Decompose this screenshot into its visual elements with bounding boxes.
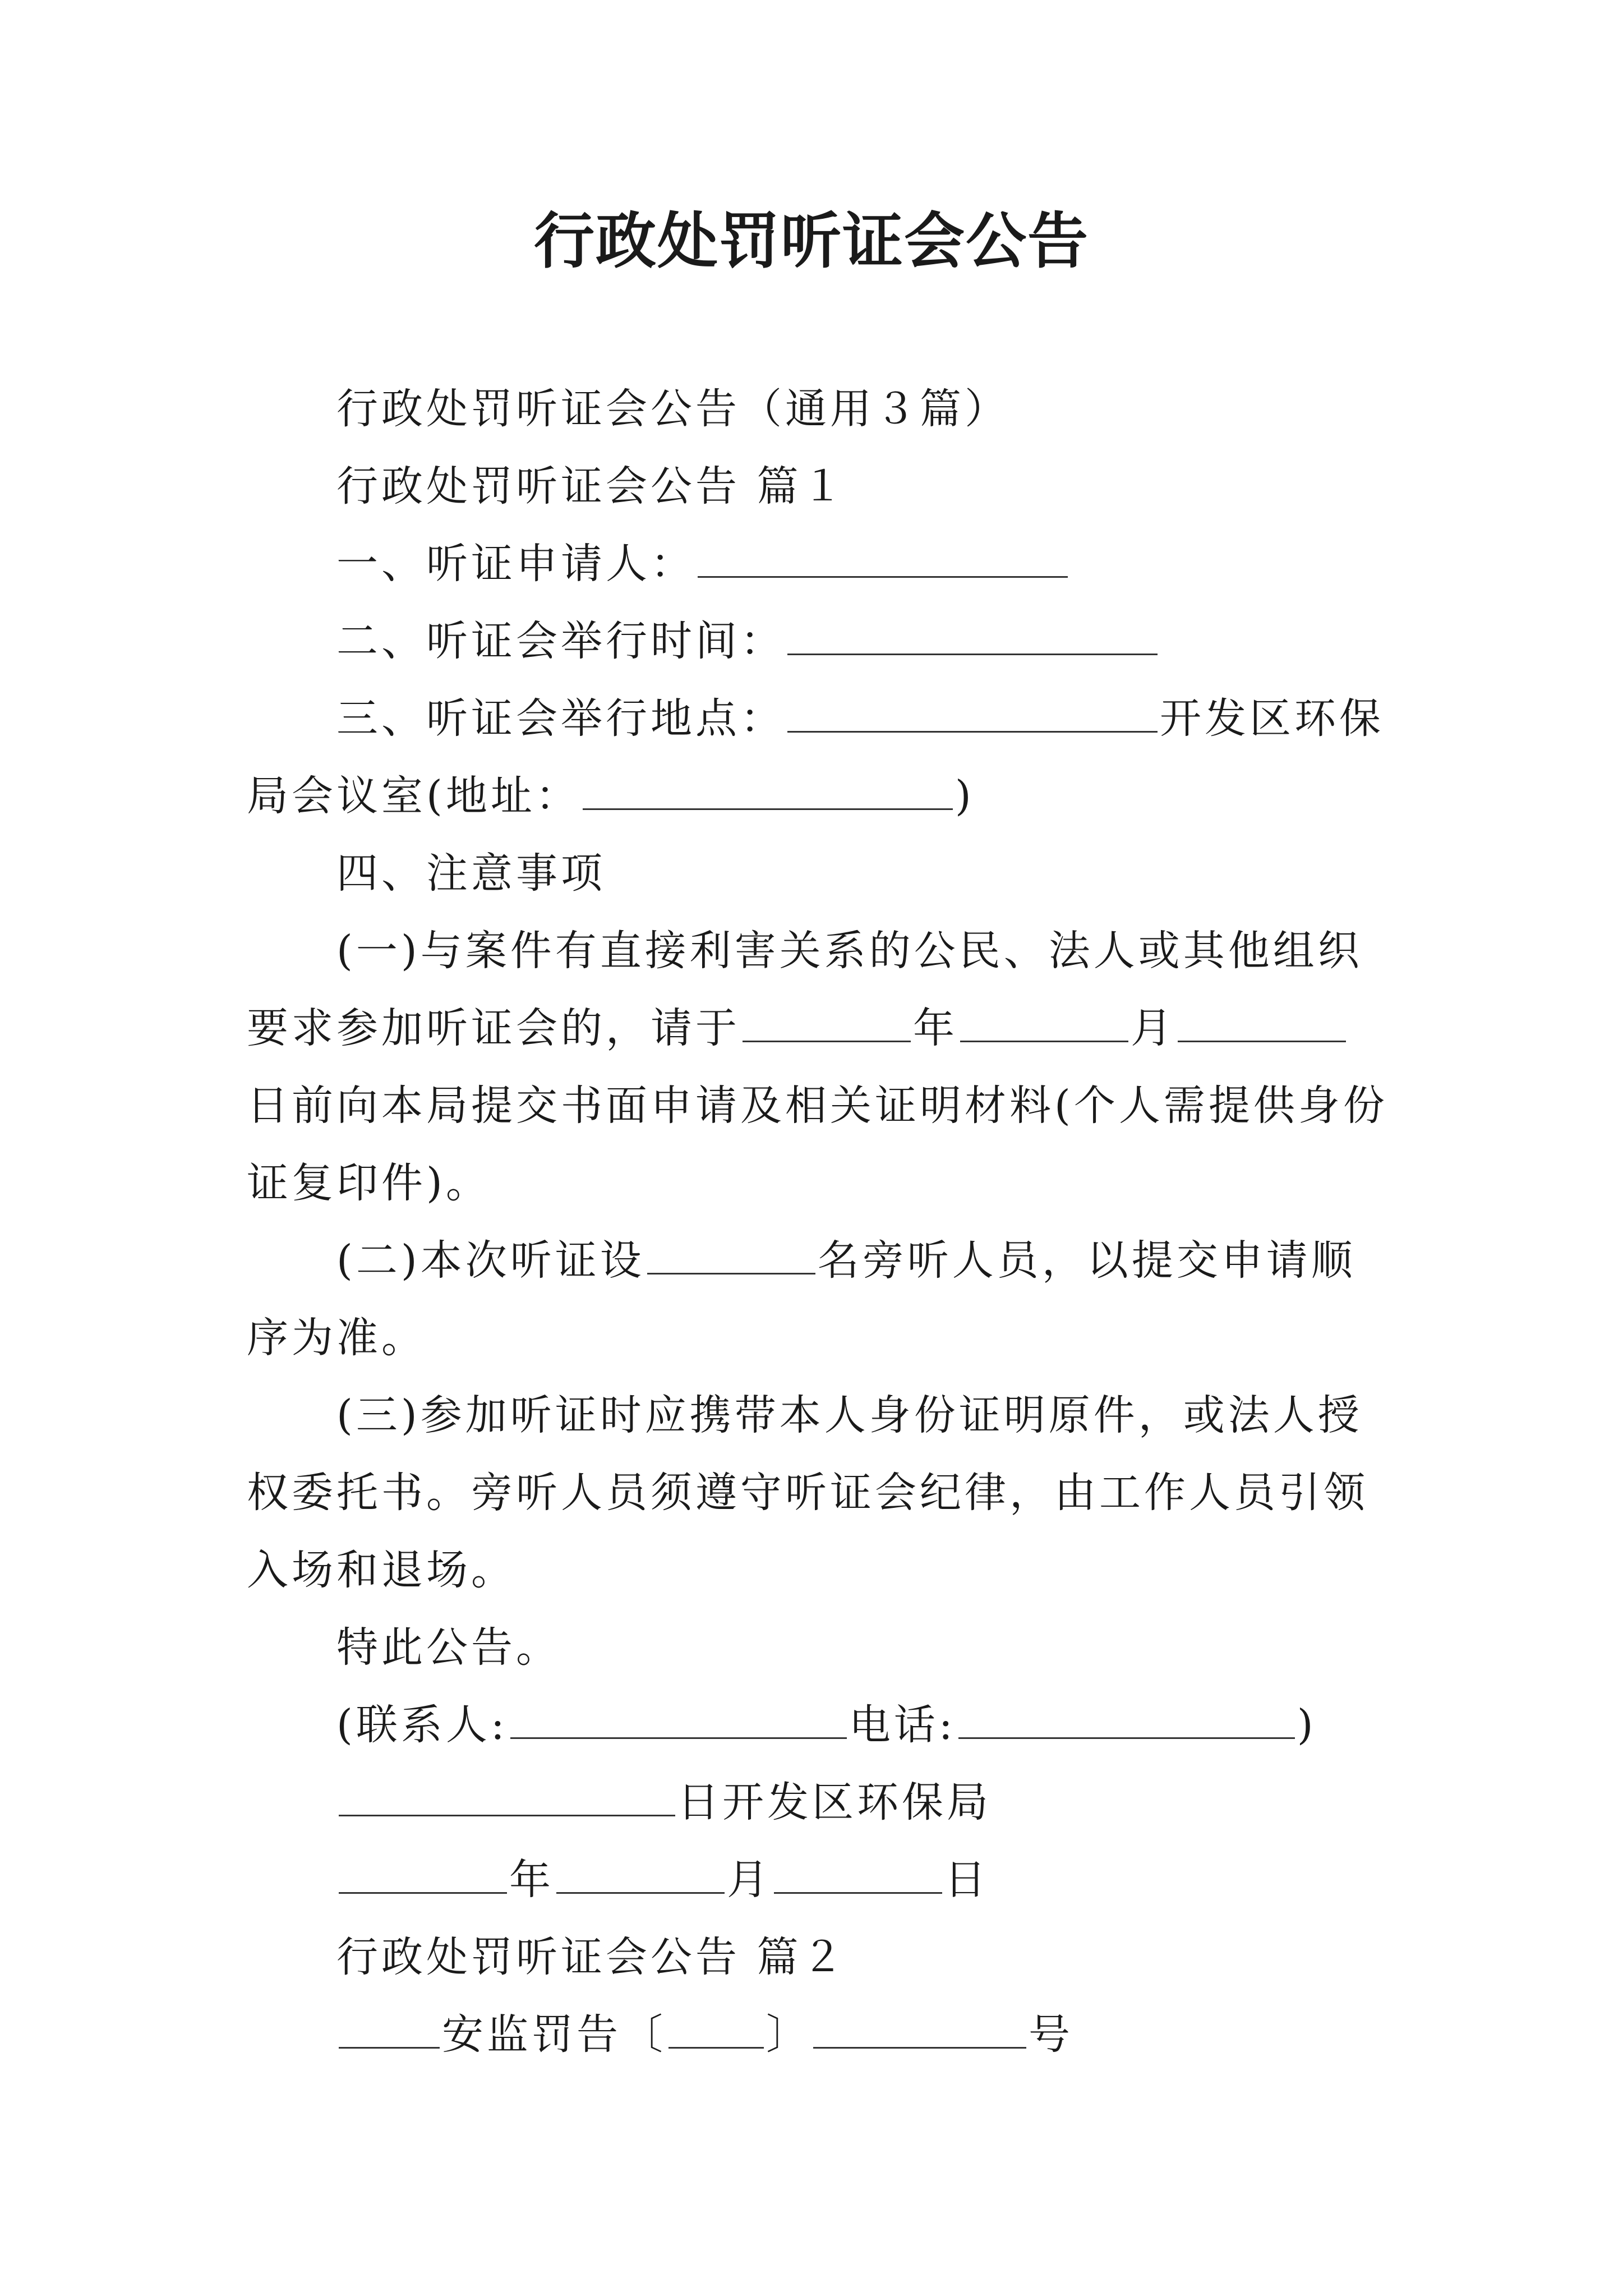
place-close: )	[955, 772, 975, 820]
issuer: 日开发区环保局	[677, 1778, 992, 1826]
date-year: 年	[509, 1856, 554, 1904]
contact-blank	[510, 1692, 847, 1739]
part2-text-c: 号	[1029, 2010, 1073, 2059]
issuer-blank	[339, 1770, 675, 1816]
applicant-line	[247, 525, 1391, 602]
place-blank	[787, 686, 1158, 733]
place-text: 开发区环保局会议室(地址：	[247, 694, 1384, 820]
note2-text-a: (二)本次听证设	[336, 1236, 645, 1285]
place-line	[247, 680, 1391, 835]
part2-year-blank	[668, 2002, 764, 2049]
note1-month-blank	[960, 996, 1128, 1042]
document-body	[247, 370, 1391, 2073]
date-line	[247, 1841, 1391, 1918]
note-1	[247, 912, 1391, 1222]
address-blank	[583, 763, 953, 810]
applicant-blank	[698, 531, 1068, 578]
time-blank	[787, 609, 1158, 655]
note1-month: 月	[1131, 1004, 1175, 1052]
note1-text-a: (一)与案件有直接利害关系的公民、法人或其他组织要求参加听证会的，请于	[247, 927, 1363, 1052]
contact-close: )	[1297, 1701, 1317, 1749]
date-month: 月	[727, 1856, 772, 1904]
part2-number-line	[247, 1996, 1391, 2073]
note-3: (三)参加听证时应携带本人身份证明原件，或法人授权委托书。旁听人员须遵守听证会纪律，由工作人员引领入场和退场。	[247, 1391, 1368, 1594]
part2-number-blank	[813, 2002, 1026, 2049]
note1-year-blank	[743, 996, 911, 1042]
date-year-blank	[339, 1847, 507, 1894]
closing: 特此公告。	[336, 1623, 561, 1672]
phone-blank	[958, 1692, 1295, 1739]
note2-text-b: 名旁听人员，以提交申请顺序为准。	[247, 1236, 1356, 1362]
part2-prefix-blank	[339, 2002, 440, 2049]
date-day: 日	[944, 1856, 989, 1904]
subtitle: 行政处罚听证会公告（通用３篇）	[336, 385, 1009, 433]
part1-heading: 行政处罚听证会公告 篇１	[336, 462, 847, 510]
notes-heading: 四、注意事项	[336, 849, 606, 898]
document-title: 行政处罚听证会公告	[533, 206, 1089, 277]
date-day-blank	[774, 1847, 942, 1894]
part2-heading: 行政处罚听证会公告 篇２	[336, 1933, 847, 1981]
time-label: 二、听证会举行时间：	[336, 617, 785, 665]
issuer-line	[247, 1764, 1391, 1841]
part2-text-b: 〕	[766, 2010, 811, 2059]
date-month-blank	[556, 1847, 725, 1894]
place-label: 三、听证会举行地点：	[336, 694, 785, 743]
time-line	[247, 602, 1391, 680]
contact-line	[247, 1686, 1391, 1764]
note1-text-b: 日前向本局提交书面申请及相关证明材料(个人需提供身份证复印件)。	[247, 1082, 1388, 1207]
applicant-label: 一、听证申请人：	[336, 540, 695, 588]
note2-count-blank	[647, 1228, 815, 1274]
note1-year: 年	[913, 1004, 958, 1052]
phone-label: 电话:	[849, 1701, 956, 1749]
contact-label: (联系人:	[336, 1701, 508, 1749]
note1-day-blank	[1178, 996, 1346, 1042]
part2-text-a: 安监罚告〔	[442, 2010, 666, 2059]
note-2	[247, 1222, 1391, 1377]
